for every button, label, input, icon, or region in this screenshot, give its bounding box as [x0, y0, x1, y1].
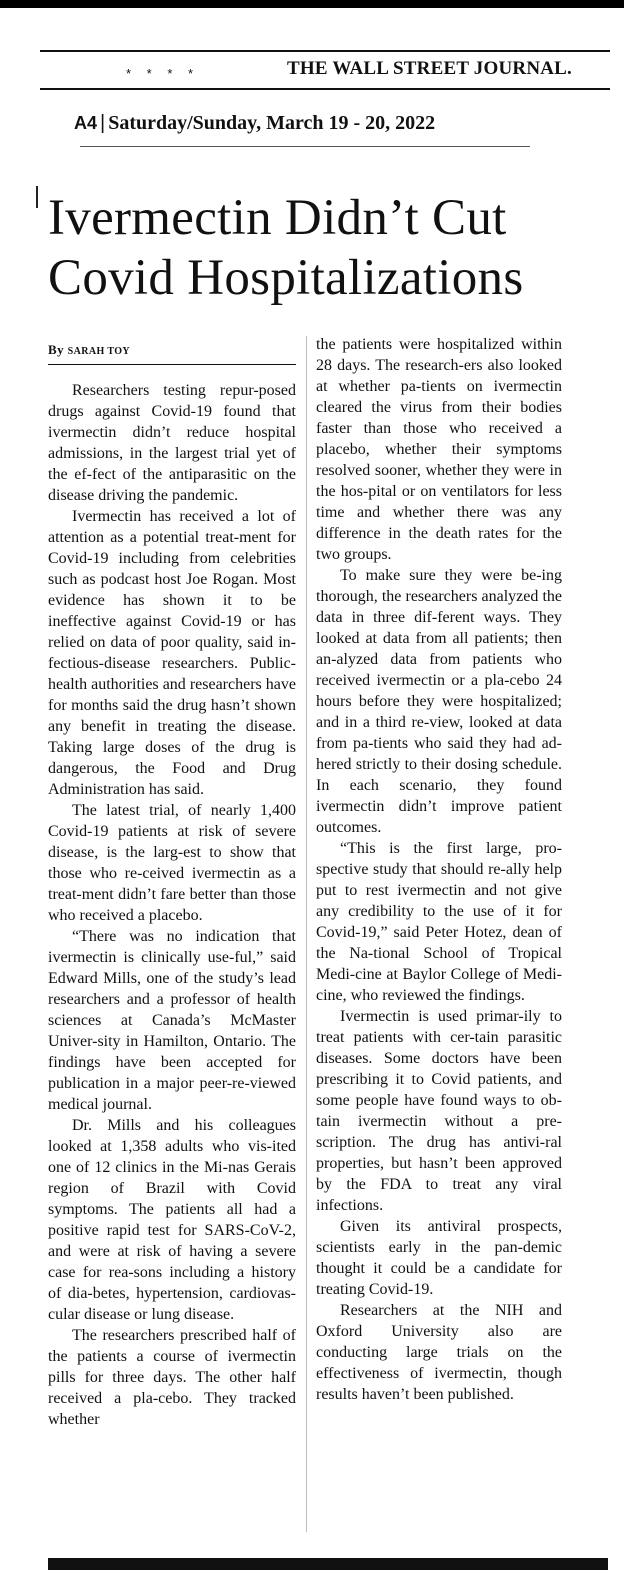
paragraph: Dr. Mills and his colleagues looked at 1,358 adults who vis-ited one of 12 clinics in the Mi-nas Gerais region of Brazil with Covid symptoms. The patients all had a positive rapid test for SARS-CoV-2, and were at risk of having a severe case for rea-sons including a history of dia-betes, hypertension, cardiovas-cular disease or lung disease. [48, 1117, 296, 1323]
dateline [74, 112, 435, 135]
paragraph: Researchers at the NIH and Oxford University also are conducting large trials on the effectiveness of ivermectin, though results haven’t been published. [316, 1302, 562, 1403]
page-number: A4 [74, 113, 98, 133]
edition-stars: * * * * [126, 66, 200, 81]
paragraph: Ivermectin has received a lot of attention as a potential treat-ment for Covid-19 including from celebrities such as podcast host Joe Rogan. Most evidence has shown it to be ineffective against Covid-19 or has relied on data of poor quality, said in-fectious-disease researchers. Public-health authorities and researchers have for months said the drug hasn’t shown any benefit in treating the disease. Taking large doses of the drug is dangerous, the Food and Drug Administration has said. [48, 508, 296, 798]
paragraph-continued: the patients were hospitalized within 28 days. The research-ers also looked at whether pa-tients on ivermectin cleared the virus from their bodies faster than those who received a placebo, whether their symptoms resolved sooner, whether they were in the hos-pital or on ventilators for less time and whether there was any difference in the death rates for the two groups. [316, 336, 562, 563]
bottom-scan-edge [48, 1558, 608, 1570]
paragraph: “There was no indication that ivermectin is clinically use-ful,” said Edward Mills, one of the study’s lead researchers and a professor of health sciences at Canada’s McMaster Univer-sity in Hamilton, Ontario. The findings have been accepted for publication in a major peer-re-viewed medical journal. [48, 928, 296, 1113]
article-headline: Ivermectin Didn’t Cut Covid Hospitalizations [48, 190, 524, 306]
paragraph: The latest trial, of nearly 1,400 Covid-19 patients at risk of severe disease, is the larg-est to show that those who re-ceived ivermectin as a treat-ment didn’t fare better than those who received a placebo. [48, 802, 296, 924]
byline-author: SARAH TOY [67, 346, 131, 357]
paragraph: Researchers testing repur-posed drugs against Covid-19 found that ivermectin didn’t reduce hospital admissions, in the largest trial yet of the ef-fect of the antiparasitic on the disease driving the pandemic. [48, 382, 296, 504]
paragraph: To make sure they were be-ing thorough, the researchers analyzed the data in three dif-ferent ways. They looked at data from all patients; then an-alyzed data from patients who received ivermectin or a pla-cebo 24 hours before they were hospitalized; and in a third re-view, looked at data from pa-tients who said they had ad-hered strictly to their dosing schedule. In each scenario, they found ivermectin didn’t improve patient outcomes. [316, 567, 562, 836]
paragraph: “This is the first large, pro-spective study that should re-ally help put to rest ivermectin and not give any credibility to the use of it for Covid-19,” said Peter Hotez, dean of the Na-tional School of Tropical Medi-cine at Baylor College of Medi-cine, who reviewed the findings. [316, 840, 562, 1004]
paragraph: Ivermectin is used primar-ily to treat patients with cer-tain parasitic diseases. Some doctors have been prescribing it to Covid patients, and some people have found ways to ob-tain ivermectin without a pre-scription. The drug has antivi-ral properties, but hasn’t been approved by the FDA to treat any viral infections. [316, 1008, 562, 1214]
margin-mark [36, 186, 38, 208]
top-border [0, 0, 624, 8]
byline [48, 342, 130, 358]
column-divider [306, 336, 307, 1532]
article-column-right [316, 334, 562, 1405]
dateline-underline [80, 146, 530, 147]
newspaper-title: THE WALL STREET JOURNAL. [287, 58, 572, 79]
masthead-bottom-rule [40, 88, 610, 90]
paragraph: The researchers prescribed half of the patients a course of ivermectin pills for three days. The other half received a pla-cebo. They tracked whether [48, 1327, 296, 1428]
issue-date: Saturday/Sunday, March 19 - 20, 2022 [108, 112, 436, 134]
paragraph: Given its antiviral prospects, scientists early in the pan-demic thought it could be a candidate for treating Covid-19. [316, 1218, 562, 1298]
byline-rule [48, 364, 296, 365]
byline-prefix: By [48, 342, 64, 357]
dateline-separator: | [100, 112, 106, 134]
masthead-top-rule [40, 50, 610, 52]
article-column-left [48, 380, 296, 1430]
